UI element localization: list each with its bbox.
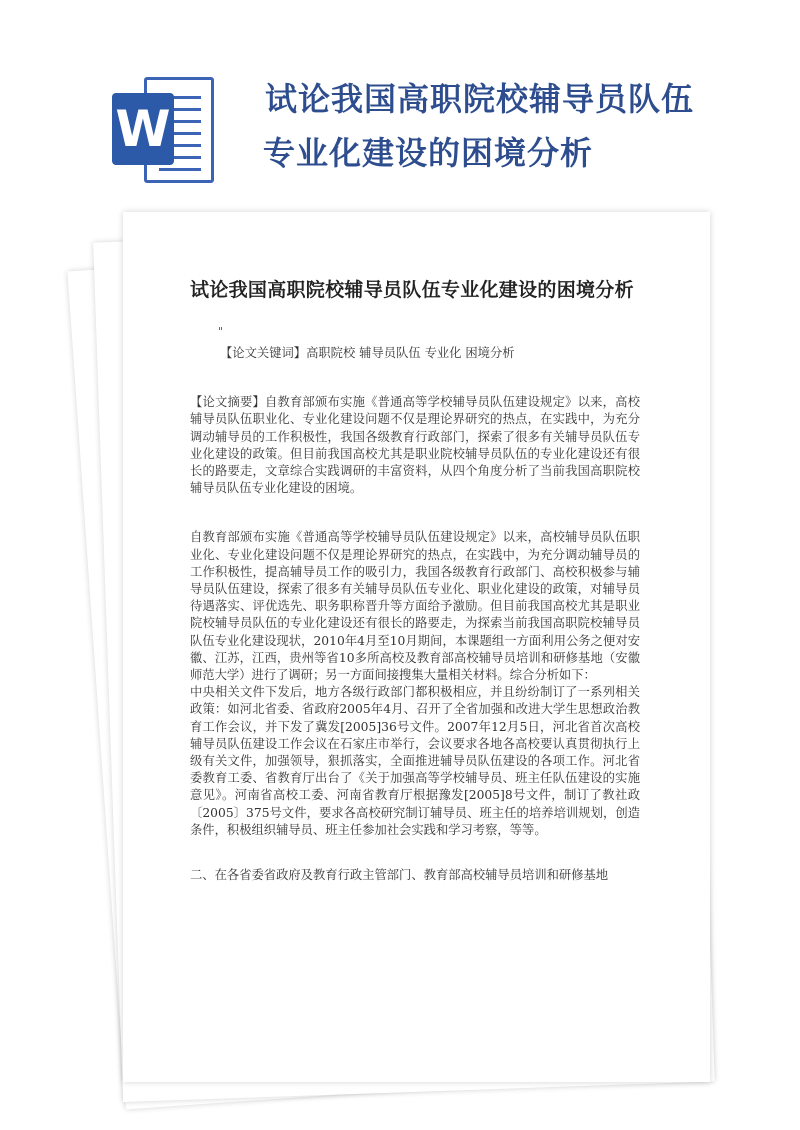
document-content: [190, 275, 640, 884]
body-paragraph-1: 自教育部颁布实施《普通高等学校辅导员队伍建设规定》以来，高校辅导员队伍职业化、专业化建设问题不仅是理论界研究的热点，在实践中，为充分调动辅导员的工作积极性，提高辅导员工作的吸引力，我国各级教育行政部门、高校积极参与辅导员队伍建设，探索了很多有关辅导员队伍专业化、职业化建设的政策，对辅导员待遇落实、评优选先、职务职称晋升等方面给予激励。但目前我国高校尤其是职业院校辅导员队伍的专业化建设还有很长的路要走，为探索当前我国高职院校辅导员队伍专业化建设现状，2010年4月至10月期间，本课题组一方面利用公务之便对安徽、江苏，江西，贵州等省10多所高校及教育部高校辅导员培训和研修基地（安徽师范大学）进行了调研；另一方面间接搜集大量相关材料。综合分析如下：: [190, 530, 640, 683]
word-w-badge: W: [112, 93, 174, 165]
section-heading-2: 二、在各省委省政府及教育行政主管部门、教育部高校辅导员培训和研修基地: [190, 868, 609, 883]
word-document-icon: [112, 75, 216, 185]
body-paragraph-2: 中央相关文件下发后，地方各级行政部门都积极相应，并且纷纷制订了一系列相关政策：如河北省委、省政府2005年4月、召开了全省加强和改进大学生思想政治教育工作会议，并下发了冀发[2005]36号文件。2007年12月5日，河北省首次高校辅导员队伍建设工作会议在石家庄市举行，会议要求各地各高校要认真贯彻执行上级有关文件，加强领导，狠抓落实，全面推进辅导员队伍建设的各项工作。河北省委教育工委、省教育厅出台了《关于加强高等学校辅导员、班主任队伍建设的实施意见》。河南省高校工委、河南省教育厅根据豫发[2005]8号文件，制订了教社政〔2005〕375号文件，要求各高校研究制订辅导员、班主任的培养培训规划，创造条件，积极组织辅导员、班主任参加社会实践和学习考察，等等。: [190, 685, 640, 837]
document-title: 试论我国高职院校辅导员队伍专业化建设的困境分析: [190, 279, 634, 301]
keywords-line: 【论文关键词】高职院校 辅导员队伍 专业化 困境分析: [220, 346, 515, 360]
banner-title: [265, 72, 785, 180]
abstract-paragraph: 【论文摘要】自教育部颁布实施《普通高等学校辅导员队伍建设规定》以来，高校辅导员队伍职业化、专业化建设问题不仅是理论界研究的热点，在实践中，为充分调动辅导员的工作积极性，我国各级教育行政部门，探索了很多有关辅导员队伍专业化建设的政策。但目前我国高校尤其是职业院校辅导员队伍的专业化建设还有很长的路要走，文章综合实践调研的丰富资料，从四个角度分析了当前我国高职院校辅导员队伍专业化建设的困境。: [190, 395, 640, 496]
text-line-shape: [159, 168, 201, 171]
banner-title-line2: 专业化建设的困境分析: [263, 134, 594, 172]
quote-mark: ": [218, 325, 224, 338]
banner-title-line1: 试论我国高职院校辅导员队伍: [265, 80, 695, 118]
